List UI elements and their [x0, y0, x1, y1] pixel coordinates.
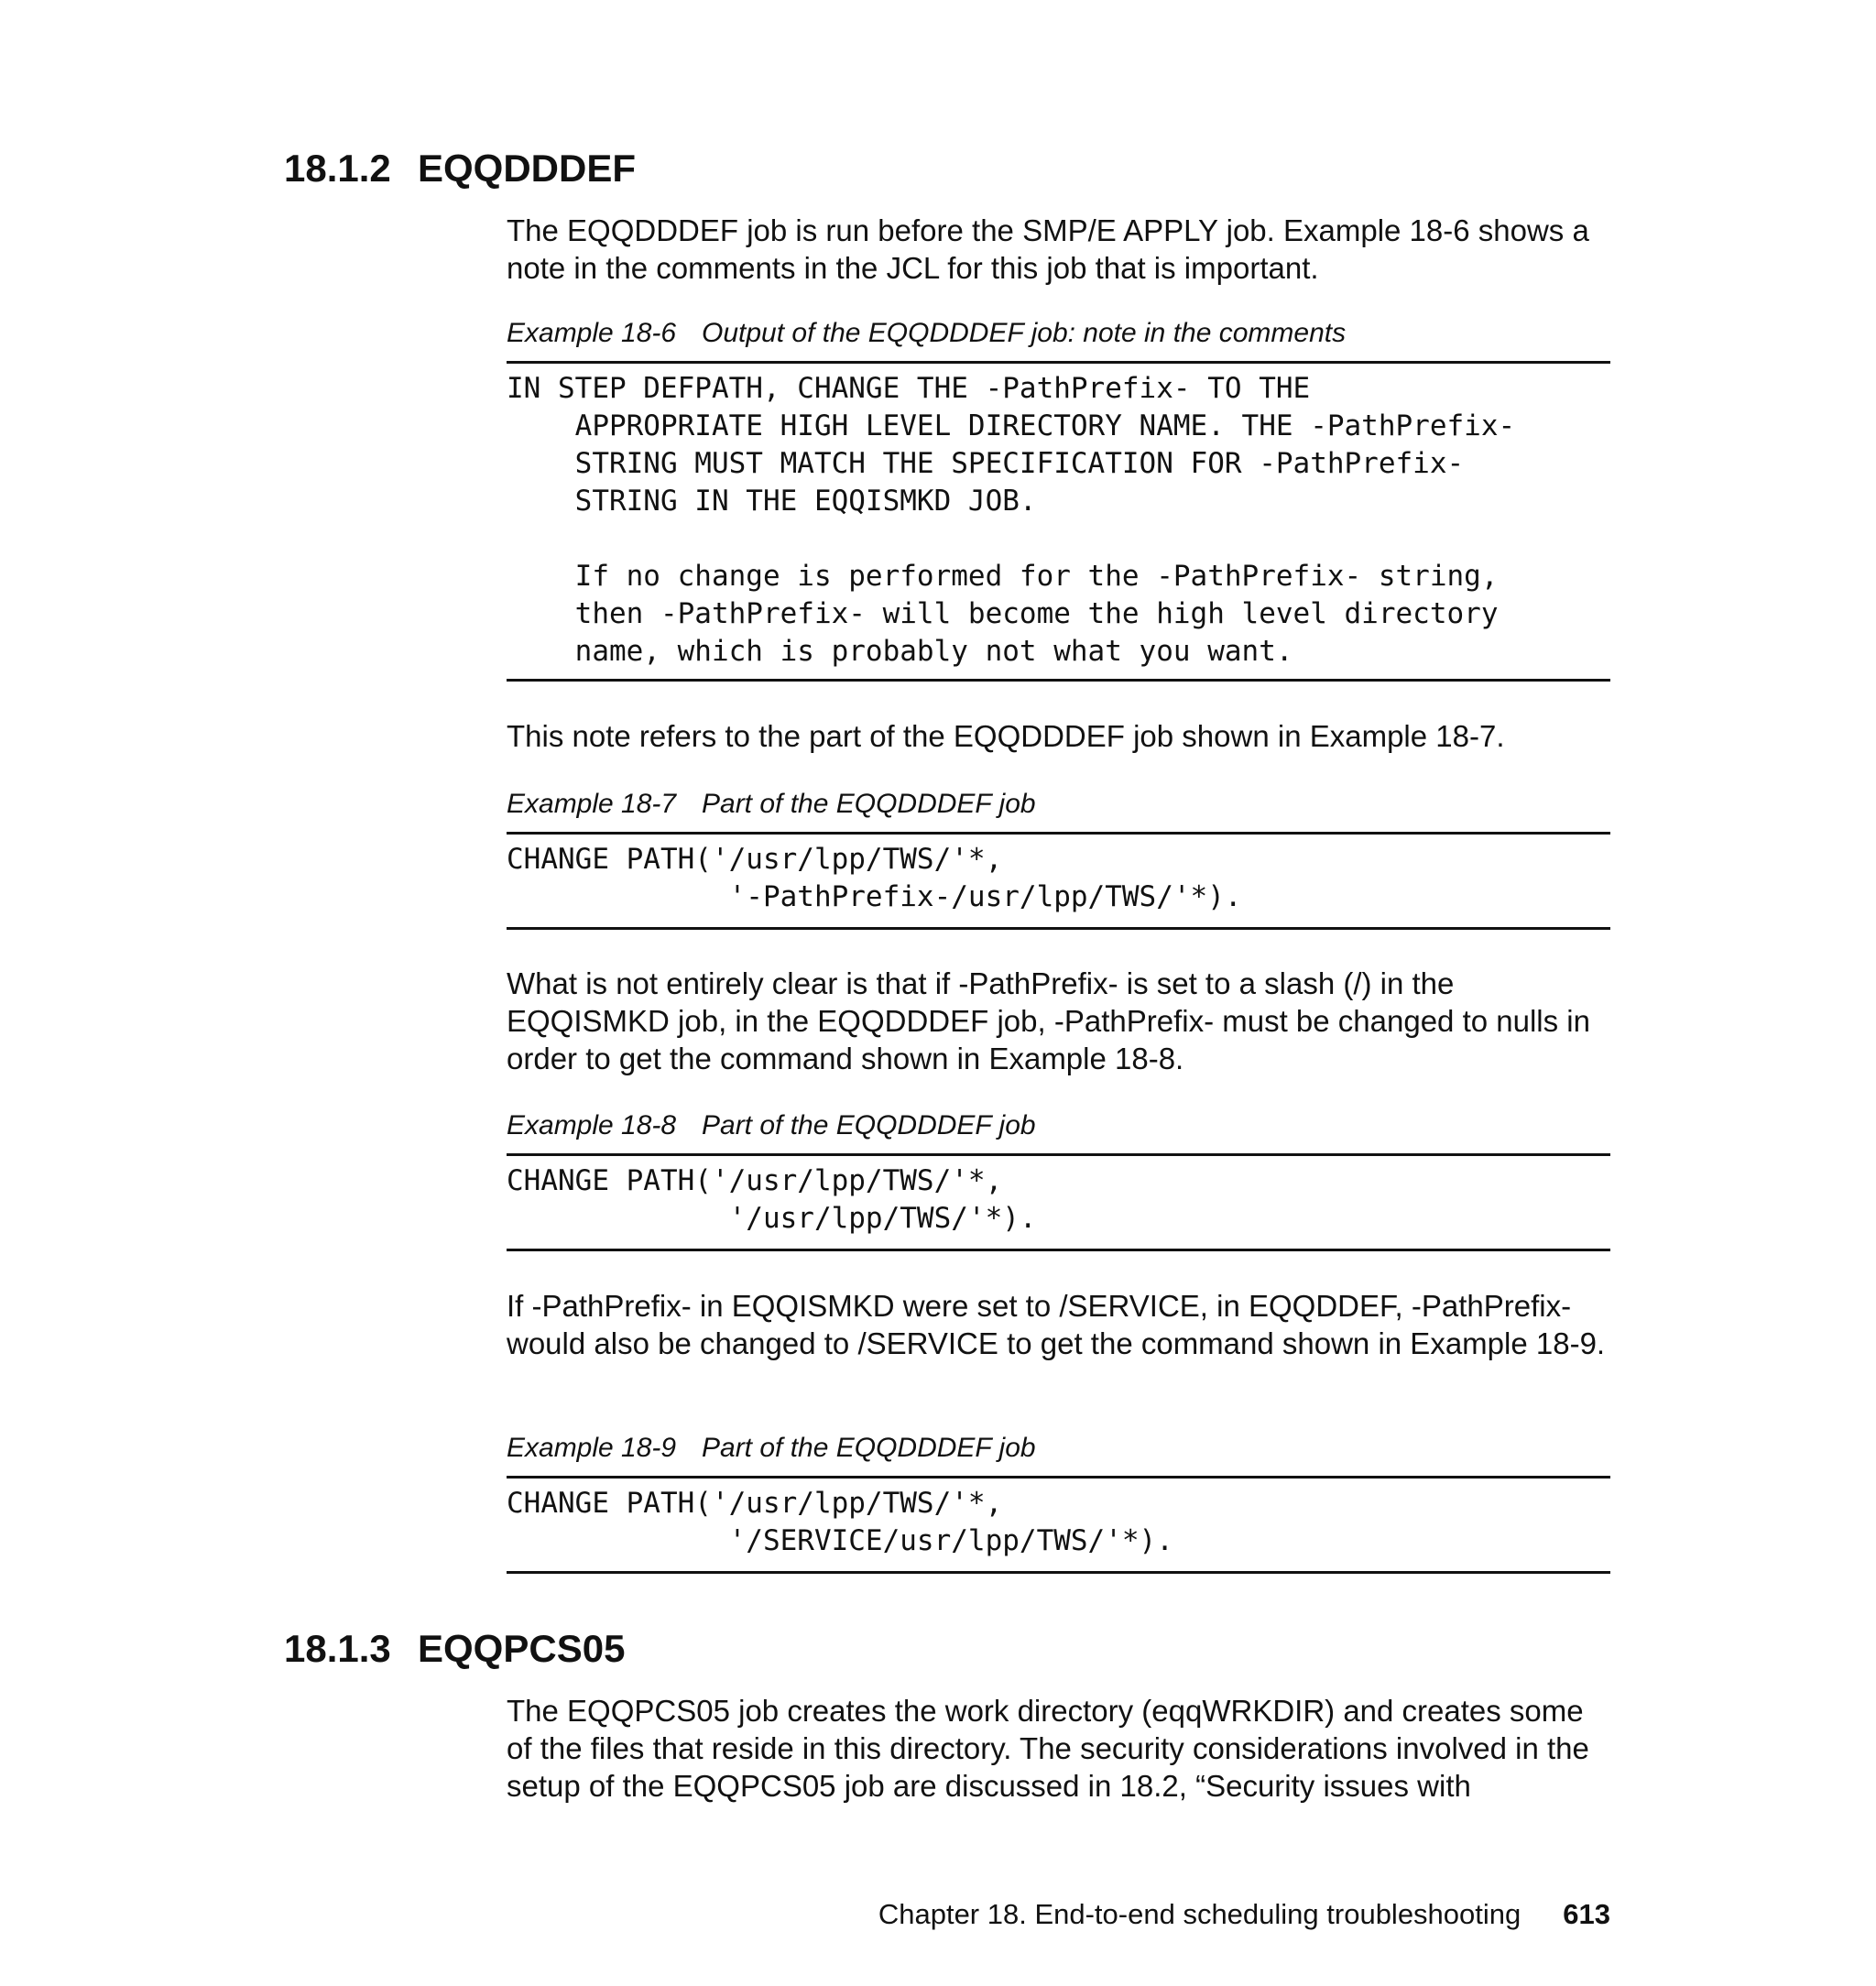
page-footer [878, 1896, 1610, 1933]
code-block [507, 1153, 1610, 1251]
section-title: EQQDDDEF [418, 147, 637, 190]
paragraph-pathprefix-slash: What is not entirely clear is that if -PathPrefix- is set to a slash (/) in the EQQISMKD job, in the EQQDDDEF job, -PathPrefix- must be changed to nulls in order to get the command shown in Example 18-8. [507, 966, 1590, 1075]
code-block [507, 361, 1610, 682]
example-caption-text: Part of the EQQDDDEF job [702, 1110, 1036, 1140]
example-label: Example 18-9 [507, 1433, 677, 1463]
code-text: CHANGE PATH('/usr/lpp/TWS/'*, '-PathPrefix-/usr/lpp/TWS/'*). [507, 843, 1242, 913]
code-text: CHANGE PATH('/usr/lpp/TWS/'*, '/usr/lpp/TWS/'*). [507, 1164, 1037, 1235]
code-text: CHANGE PATH('/usr/lpp/TWS/'*, '/SERVICE/usr/lpp/TWS/'*). [507, 1487, 1173, 1557]
example-18-7 [507, 788, 1610, 930]
example-caption [507, 317, 1610, 350]
example-caption [507, 788, 1610, 821]
page-number: 613 [1563, 1898, 1610, 1930]
code-block [507, 832, 1610, 930]
paragraph-pathprefix-service: If -PathPrefix- in EQQISMKD were set to /SERVICE, in EQQDDEF, -PathPrefix- would also be changed to /SERVICE to get the command shown in Example 18-9. [507, 1289, 1606, 1360]
section-intro-paragraph: The EQQPCS05 job creates the work directory (eqqWRKDIR) and creates some of the files that reside in this directory. The security considerations involved in the setup of the EQQPCS05 job are discussed in 18.2, “Security issues with [507, 1694, 1589, 1803]
example-caption-text: Output of the EQQDDDEF job: note in the comments [702, 318, 1347, 348]
example-caption [507, 1432, 1610, 1465]
code-block [507, 1476, 1610, 1574]
paragraph-note-reference: This note refers to the part of the EQQDDDEF job shown in Example 18-7. [507, 719, 1505, 753]
example-caption [507, 1109, 1610, 1142]
example-18-8 [507, 1109, 1610, 1251]
example-18-9 [507, 1432, 1610, 1574]
section-number: 18.1.2 [284, 147, 391, 190]
section-title: EQQPCS05 [418, 1627, 626, 1670]
example-label: Example 18-6 [507, 318, 677, 348]
section-heading-eqqpcs05 [284, 1625, 625, 1673]
example-label: Example 18-7 [507, 789, 677, 819]
example-caption-text: Part of the EQQDDDEF job [702, 1433, 1036, 1463]
section-heading-eqqdddef [284, 145, 636, 192]
code-text: IN STEP DEFPATH, CHANGE THE -PathPrefix- TO THE APPROPRIATE HIGH LEVEL DIRECTORY NAME. THE -PathPrefix- STRING MUST MATCH THE SPECIFICATION FOR -PathPrefix- STRING IN THE EQQISMKD JOB. If no change is performed for the -PathPrefix- string, then -PathPrefix- will become the high level directory name, which is probably not what you want. [507, 372, 1516, 668]
example-caption-text: Part of the EQQDDDEF job [702, 789, 1036, 819]
footer-chapter-title: Chapter 18. End-to-end scheduling troubleshooting [878, 1898, 1522, 1930]
section-intro-paragraph: The EQQDDDEF job is run before the SMP/E APPLY job. Example 18-6 shows a note in the comments in the JCL for this job that is important. [507, 213, 1589, 285]
example-label: Example 18-8 [507, 1110, 677, 1140]
section-number: 18.1.3 [284, 1627, 391, 1670]
example-18-6 [507, 317, 1610, 682]
